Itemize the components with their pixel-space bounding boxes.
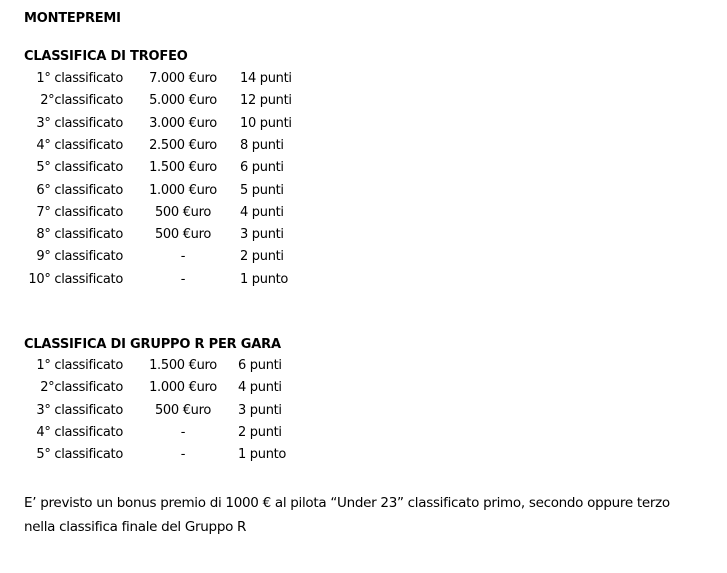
place-cell: 9° classificato — [36, 249, 123, 265]
points-cell: 8 punti — [240, 137, 284, 153]
prize-cell: 1.500 €uro — [149, 160, 217, 176]
place-cell: 2°classificato — [40, 93, 123, 109]
place-cell: 7° classificato — [36, 204, 123, 220]
gruppo-r-heading: CLASSIFICA DI GRUPPO R PER GARA — [24, 337, 281, 352]
place-cell: 5° classificato — [36, 447, 123, 463]
place-cell: 6° classificato — [36, 182, 123, 198]
prize-cell: 1.000 €uro — [149, 380, 217, 396]
prize-cell: 500 €uro — [154, 204, 212, 220]
place-cell: 1° classificato — [36, 358, 123, 373]
place-cell: 2°classificato — [40, 380, 123, 396]
points-cell: 5 punti — [240, 182, 284, 198]
prize-cell: 500 €uro — [154, 402, 212, 418]
points-cell: 10 punti — [240, 115, 292, 131]
points-cell: 4 punti — [238, 380, 282, 396]
points-cell: 3 punti — [238, 402, 282, 418]
place-cell: 3° classificato — [36, 115, 123, 131]
place-cell: 5° classificato — [36, 160, 123, 176]
points-cell: 4 punti — [240, 204, 284, 220]
points-cell: 12 punti — [240, 93, 292, 109]
points-cell: 6 punti — [240, 160, 284, 176]
prize-cell: 500 €uro — [154, 227, 212, 243]
place-cell: 1° classificato — [36, 71, 123, 86]
prize-cell: 7.000 €uro — [149, 71, 217, 86]
points-cell: 2 punti — [238, 424, 282, 440]
prize-cell: - — [180, 249, 186, 265]
points-cell: 14 punti — [240, 71, 292, 86]
place-cell: 3° classificato — [36, 402, 123, 418]
place-cell: 4° classificato — [36, 137, 123, 153]
points-cell: 3 punti — [240, 227, 284, 243]
prize-cell: 2.500 €uro — [149, 137, 217, 153]
points-cell: 6 punti — [238, 358, 282, 373]
prize-cell: 1.000 €uro — [149, 182, 217, 198]
bonus-note-line-1: E’ previsto un bonus premio di 1000 € al pilota “Under 23” classificato primo, secondo oppure terzo — [24, 495, 670, 511]
prize-cell: - — [180, 424, 186, 440]
points-cell: 1 punto — [240, 271, 289, 287]
points-cell: 1 punto — [238, 447, 287, 463]
place-cell: 4° classificato — [36, 424, 123, 440]
prize-cell: 1.500 €uro — [149, 358, 217, 373]
place-cell: 8° classificato — [36, 227, 123, 243]
trofeo-heading: CLASSIFICA DI TROFEO — [24, 49, 188, 64]
prize-cell: 3.000 €uro — [149, 115, 217, 131]
prize-cell: - — [180, 447, 186, 463]
prize-cell: 5.000 €uro — [149, 93, 217, 109]
points-cell: 2 punti — [240, 249, 284, 265]
bonus-note-line-2: nella classifica finale del Gruppo R — [24, 519, 247, 535]
place-cell: 10° classificato — [28, 271, 123, 287]
page-title: MONTEPREMI — [24, 11, 121, 26]
prize-cell: - — [180, 271, 186, 287]
